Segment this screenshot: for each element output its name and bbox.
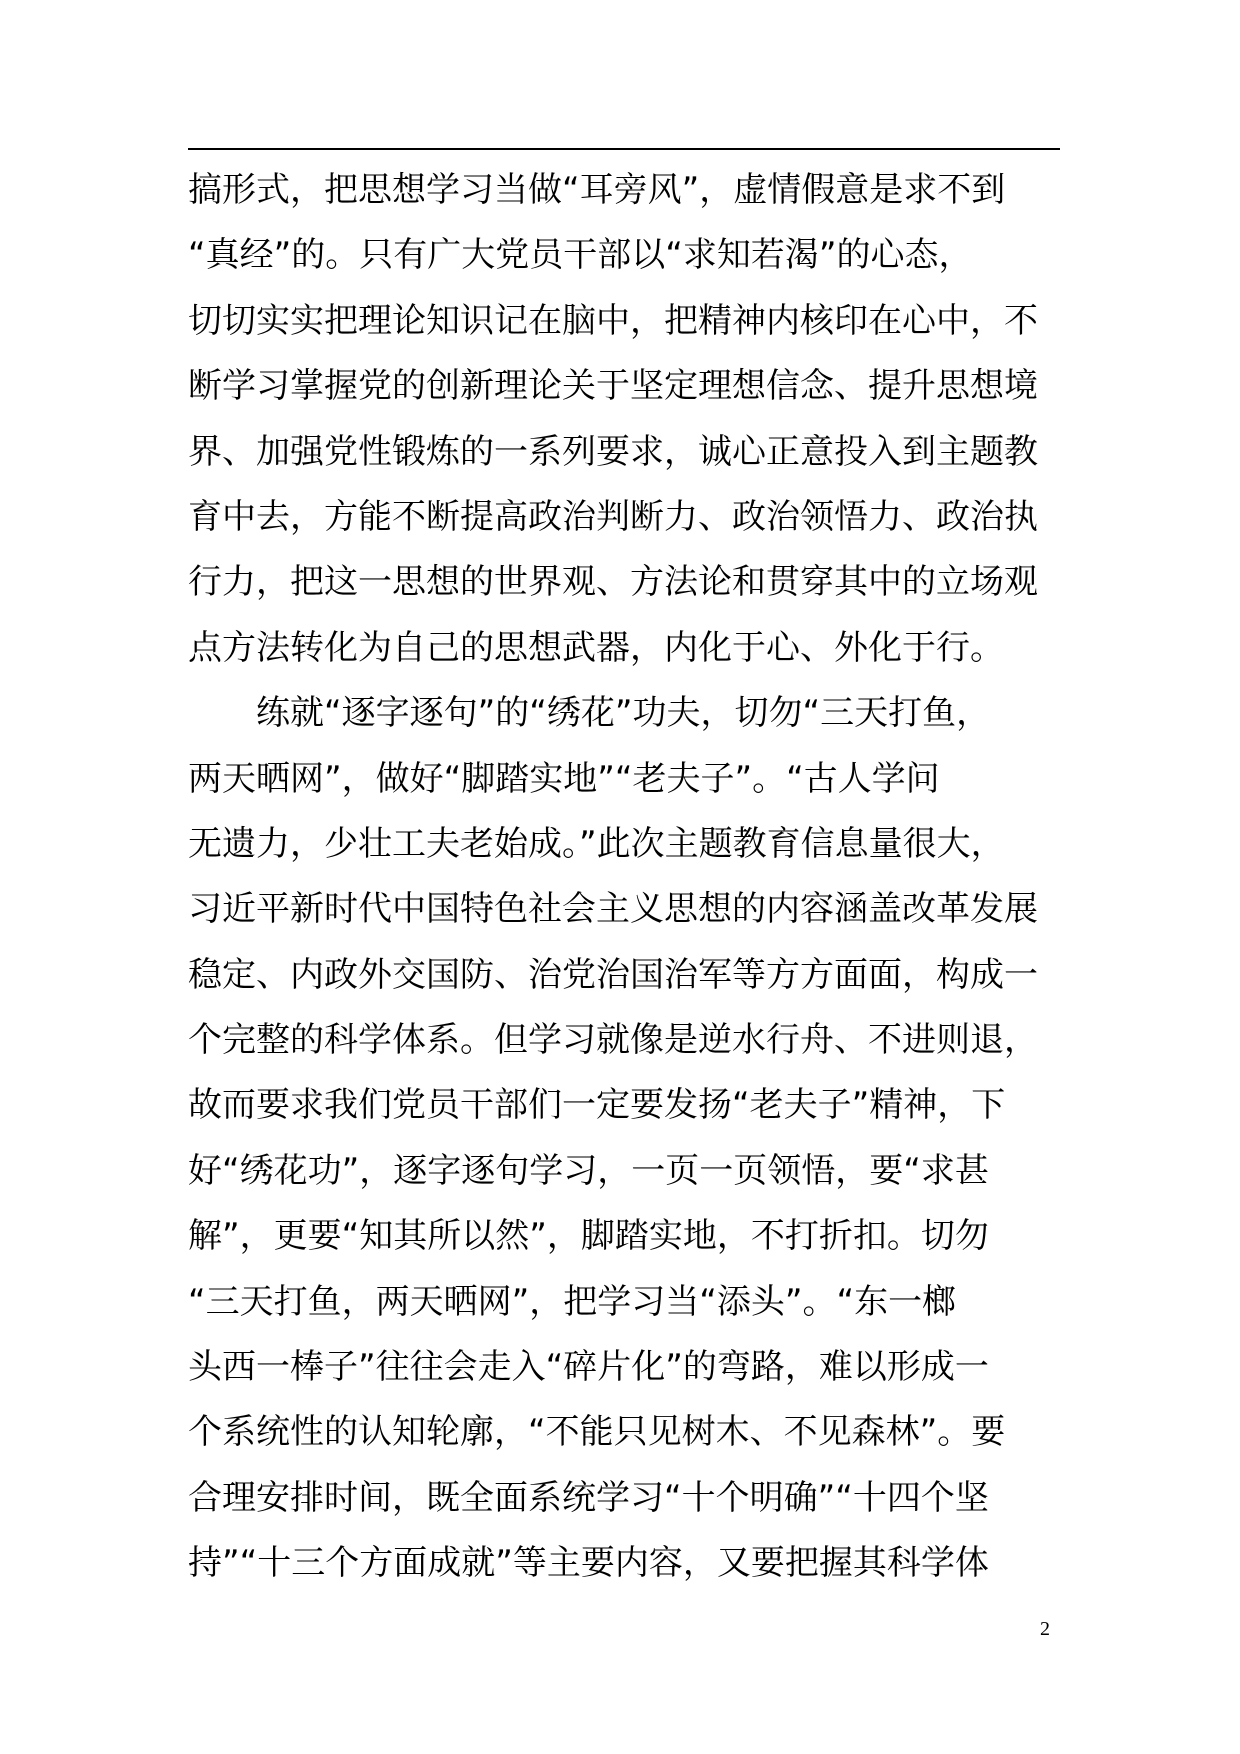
text-line: 好“绣花功”，逐字逐句学习，一页一页领悟，要“求甚 [188, 1150, 989, 1191]
page-number: 2 [1040, 1618, 1050, 1640]
text-line: 点方法转化为自己的思想武器，内化于心、外化于行。 [188, 627, 1004, 668]
text-line: 习近平新时代中国特色社会主义思想的内容涵盖改革发展 [188, 889, 1038, 930]
text-line: 个系统性的认知轮廓，“不能只见树木、不见森林”。要 [188, 1412, 1006, 1453]
text-line: 头西一棒子”往往会走入“碎片化”的弯路，难以形成一 [188, 1347, 989, 1388]
text-line: 稳定、内政外交国防、治党治国治军等方方面面，构成一 [188, 954, 1038, 995]
text-line: 两天晒网”，做好“脚踏实地”“老夫子”。“古人学问 [188, 758, 940, 799]
text-line: 切切实实把理论知识记在脑中，把精神内核印在心中，不 [188, 300, 1038, 341]
text-line: 持”“十三个方面成就”等主要内容，又要把握其科学体 [188, 1543, 989, 1584]
text-line: “三天打鱼，两天晒网”，把学习当“添头”。“东一榔 [188, 1281, 957, 1322]
text-line: 无遗力，少壮工夫老始成。”此次主题教育信息量很大， [188, 823, 1005, 864]
paragraph-first-line: 练就“逐字逐句”的“绣花”功夫，切勿“三天打鱼， [256, 693, 991, 734]
text-line: “真经”的。只有广大党员干部以“求知若渴”的心态， [188, 235, 973, 276]
text-line: 搞形式，把思想学习当做“耳旁风”，虚情假意是求不到 [188, 170, 1006, 210]
text-line: 行力，把这一思想的世界观、方法论和贯穿其中的立场观 [188, 562, 1038, 603]
text-line: 断学习掌握党的创新理论关于坚定理想信念、提升思想境 [188, 366, 1038, 407]
text-line: 故而要求我们党员干部们一定要发扬“老夫子”精神，下 [188, 1085, 1006, 1126]
text-line: 个完整的科学体系。但学习就像是逆水行舟、不进则退， [188, 1020, 1038, 1061]
text-line: 界、加强党性锻炼的一系列要求，诚心正意投入到主题教 [188, 431, 1038, 472]
header-rule [188, 148, 1060, 150]
text-line: 育中去，方能不断提高政治判断力、政治领悟力、政治执 [188, 496, 1038, 537]
text-line: 合理安排时间，既全面系统学习“十个明确”“十四个坚 [188, 1477, 989, 1518]
text-line: 解”，更要“知其所以然”，脚踏实地，不打折扣。切勿 [188, 1216, 989, 1257]
body-text [188, 158, 1068, 1597]
